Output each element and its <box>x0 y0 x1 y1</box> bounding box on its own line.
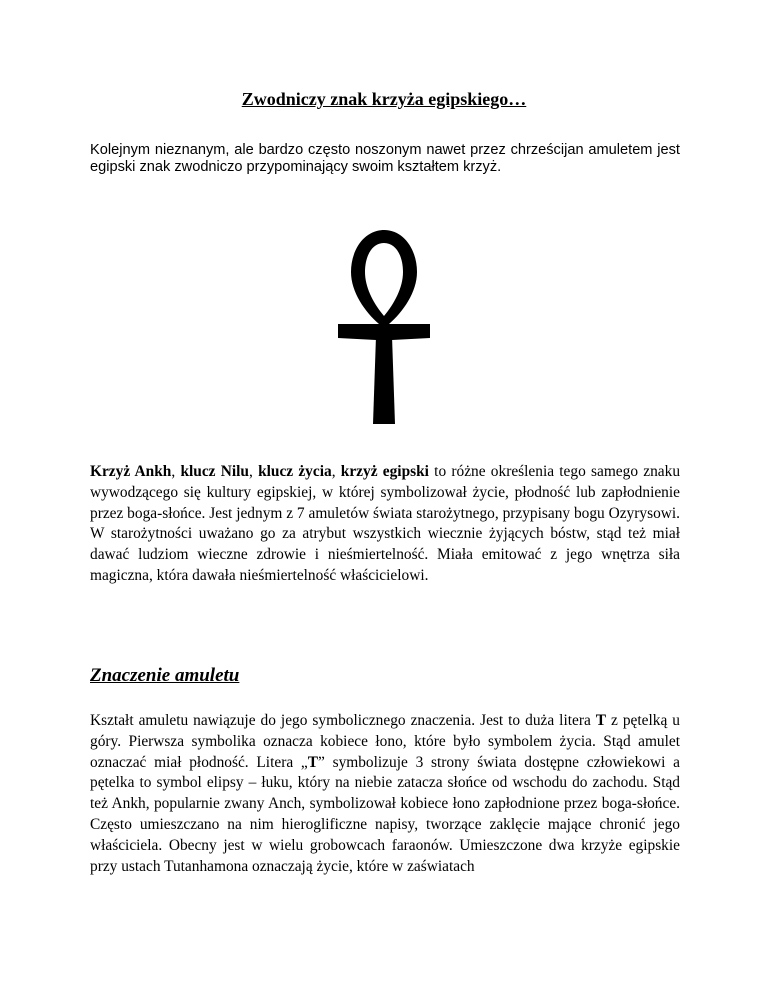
ankh-paragraph-text: to różne określenia tego samego znaku wywodzącego się kultury egipskiej, w której symbolizował życie, płodność lub zapłodnienie przez boga-słońce. Jest jednym z 7 amuletów świata starożytnego, przypisany bogu Ozyrysowi. W starożytności uważano go za atrybut wszystkich wiecznie żyjących bóstw, stąd też miał dawać ludziom wieczne zdrowie i nieśmiertelność. Miała emitować z jego wnętrza siła magiczna, która dawała nieśmiertelność właścicielowi. <box>90 463 681 584</box>
ankh-paragraph <box>90 462 680 587</box>
term-krzyz-egipski: krzyż egipski <box>340 463 429 480</box>
term-klucz-nilu: klucz Nilu <box>180 463 249 480</box>
page-title: Zwodniczy znak krzyża egipskiego… <box>241 89 527 109</box>
meaning-text-2: z pętelką u góry. Pierwsza symbolika oznacza kobiece łono, które było symbolem życia. Stąd amulet oznaczać miał płodność. Litera „ <box>90 712 680 771</box>
term-krzyz-ankh: Krzyż Ankh <box>90 463 172 480</box>
separator: , <box>248 463 259 480</box>
meaning-text-3: ” symbolizuje 3 strony świata dostępne człowiekowi a pętelka to symbol elipsy – łuku, który na niebie zatacza słońce od wschodu do zachodu. Stąd też Ankh, popularnie zwany Anch, symbolizował kobiece łono zapłodnione przez boga-słońce. Często umieszczano na nim hieroglificzne napisy, tworzące zaklęcie mające chronić jego właściciela. Obecny jest w wielu grobowcach faraonów. Umieszczone dwa krzyże egipskie przy ustach Tutanhamona oznaczają życie, które w zaświatach <box>90 753 680 875</box>
separator: , <box>331 463 341 480</box>
meaning-paragraph <box>90 711 680 877</box>
separator: , <box>171 463 181 480</box>
meaning-text-1: Kształt amuletu nawiązuje do jego symbolicznego znaczenia. Jest to duża litera <box>90 712 596 729</box>
letter-t-quoted: T <box>307 753 318 771</box>
intro-paragraph: Kolejnym nieznanym, ale bardzo często noszonym nawet przez chrześcijan amuletem jest egipski znak zwodniczo przypominający swoim kształtem krzyż. <box>90 142 680 175</box>
letter-t: T <box>595 712 607 729</box>
term-klucz-zycia: klucz życia <box>258 463 332 480</box>
section-heading: Znaczenie amuletu <box>90 665 240 686</box>
ankh-icon <box>338 228 430 424</box>
